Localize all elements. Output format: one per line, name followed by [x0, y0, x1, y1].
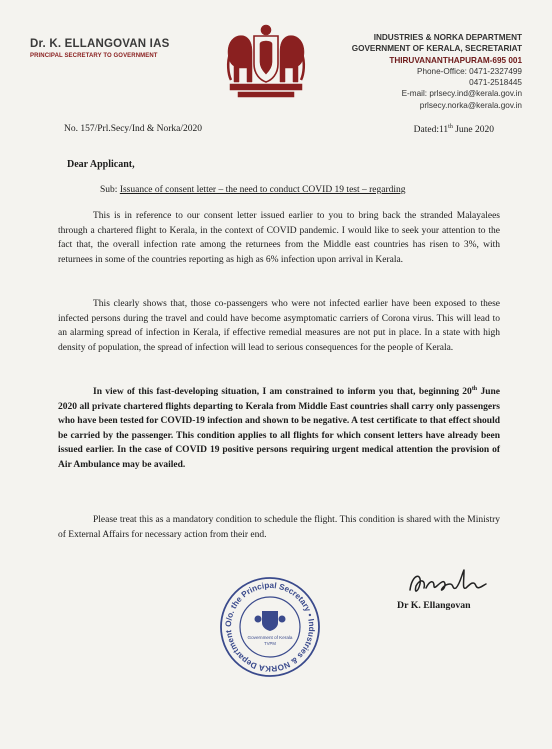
letterhead-right: [352, 32, 522, 111]
paragraph-3: [58, 385, 500, 472]
subject-prefix: Sub:: [100, 185, 120, 195]
email-norka: prlsecy.norka@kerala.gov.in: [419, 100, 522, 110]
seal-ring-text: O/o. the Principal Secretary • Industries & NORKA Department: [223, 580, 317, 674]
subject-text: Issuance of consent letter – the need to conduct COVID 19 test – regarding: [119, 185, 406, 195]
date-prefix: Dated:11: [413, 125, 449, 136]
seal-center-text-2: TVPM: [264, 641, 276, 646]
paragraph-3-part-a: In view of this fast-developing situation, I am constrained to inform you that, beginning 20: [93, 387, 472, 397]
letterhead-left: [30, 38, 169, 59]
paragraph-3-sup: th: [471, 385, 478, 392]
seal-center-text-1: Government of Kerala: [247, 635, 293, 640]
subject-line: [100, 185, 406, 195]
phone-office: Phone-Office: 0471-2327499: [416, 66, 522, 76]
kerala-state-emblem-icon: [224, 18, 308, 106]
officer-name: Dr. K. ELLANGOVAN IAS: [30, 38, 170, 50]
signatory-name: Dr K. Ellangovan: [397, 600, 471, 611]
official-seal: [218, 575, 322, 679]
reference-number: No. 157/Prl.Secy/Ind & Norka/2020: [64, 124, 203, 134]
date-rest: June 2020: [452, 125, 494, 136]
paragraph-4: Please treat this as a mandatory condition to schedule the flight. This condition is shared with the Ministry of External Affairs for necessary action from their end.: [58, 515, 500, 540]
officer-designation: PRINCIPAL SECRETARY TO GOVERNMENT: [30, 53, 158, 59]
government-name: GOVERNMENT OF KERALA, SECRETARIAT: [351, 44, 522, 54]
email-ind: E-mail: prlsecy.ind@kerala.gov.in: [401, 89, 522, 99]
phone-alt: 0471-2518445: [469, 78, 522, 88]
paragraph-2: This clearly shows that, those co-passengers who were not infected earlier have been exposed to these infected persons during the travel and could have become asymptomatic carriers of Corona virus. This will lead to an alarming spread of infection in Kerala, if effective remedial measures are not put in place. In a state with high density of population, the spread of infection will lead to serious consequences for the people of Kerala.: [58, 299, 500, 353]
handwritten-signature: [404, 566, 490, 600]
department-name: INDUSTRIES & NORKA DEPARTMENT: [373, 33, 522, 42]
seal-emblem-icon: [255, 611, 286, 631]
salutation: Dear Applicant,: [67, 159, 135, 170]
city-address: THIRUVANANTHAPURAM-695 001: [389, 55, 522, 65]
date-suffix: th: [448, 124, 453, 130]
letter-date: [414, 124, 494, 135]
paragraph-1: This is in reference to our consent letter issued earlier to you to bring back the stranded Malayalees through a chartered flight to Kerala, in the context of COVID pandemic. I would like to seek your attention to the fact that, the overall infection rate among the returnees from the Middle east countries has risen to 3%, with returnees in some of the countries reporting as high as 6% infection upon arrival in Kerala.: [58, 211, 500, 265]
paragraph-3-part-b: June 2020 all private chartered flights departing to Kerala from Middle East countries shall carry only passengers who have been tested for COVID-19 infection and shown to be negative. A test certificate to that effect should be carried by the passenger. This condition applies to all flights for which consent letters have already been issued earlier. In the case of COVID 19 positive persons requiring urgent medical attention the provision of Air Ambulance may be availed.: [58, 387, 500, 470]
